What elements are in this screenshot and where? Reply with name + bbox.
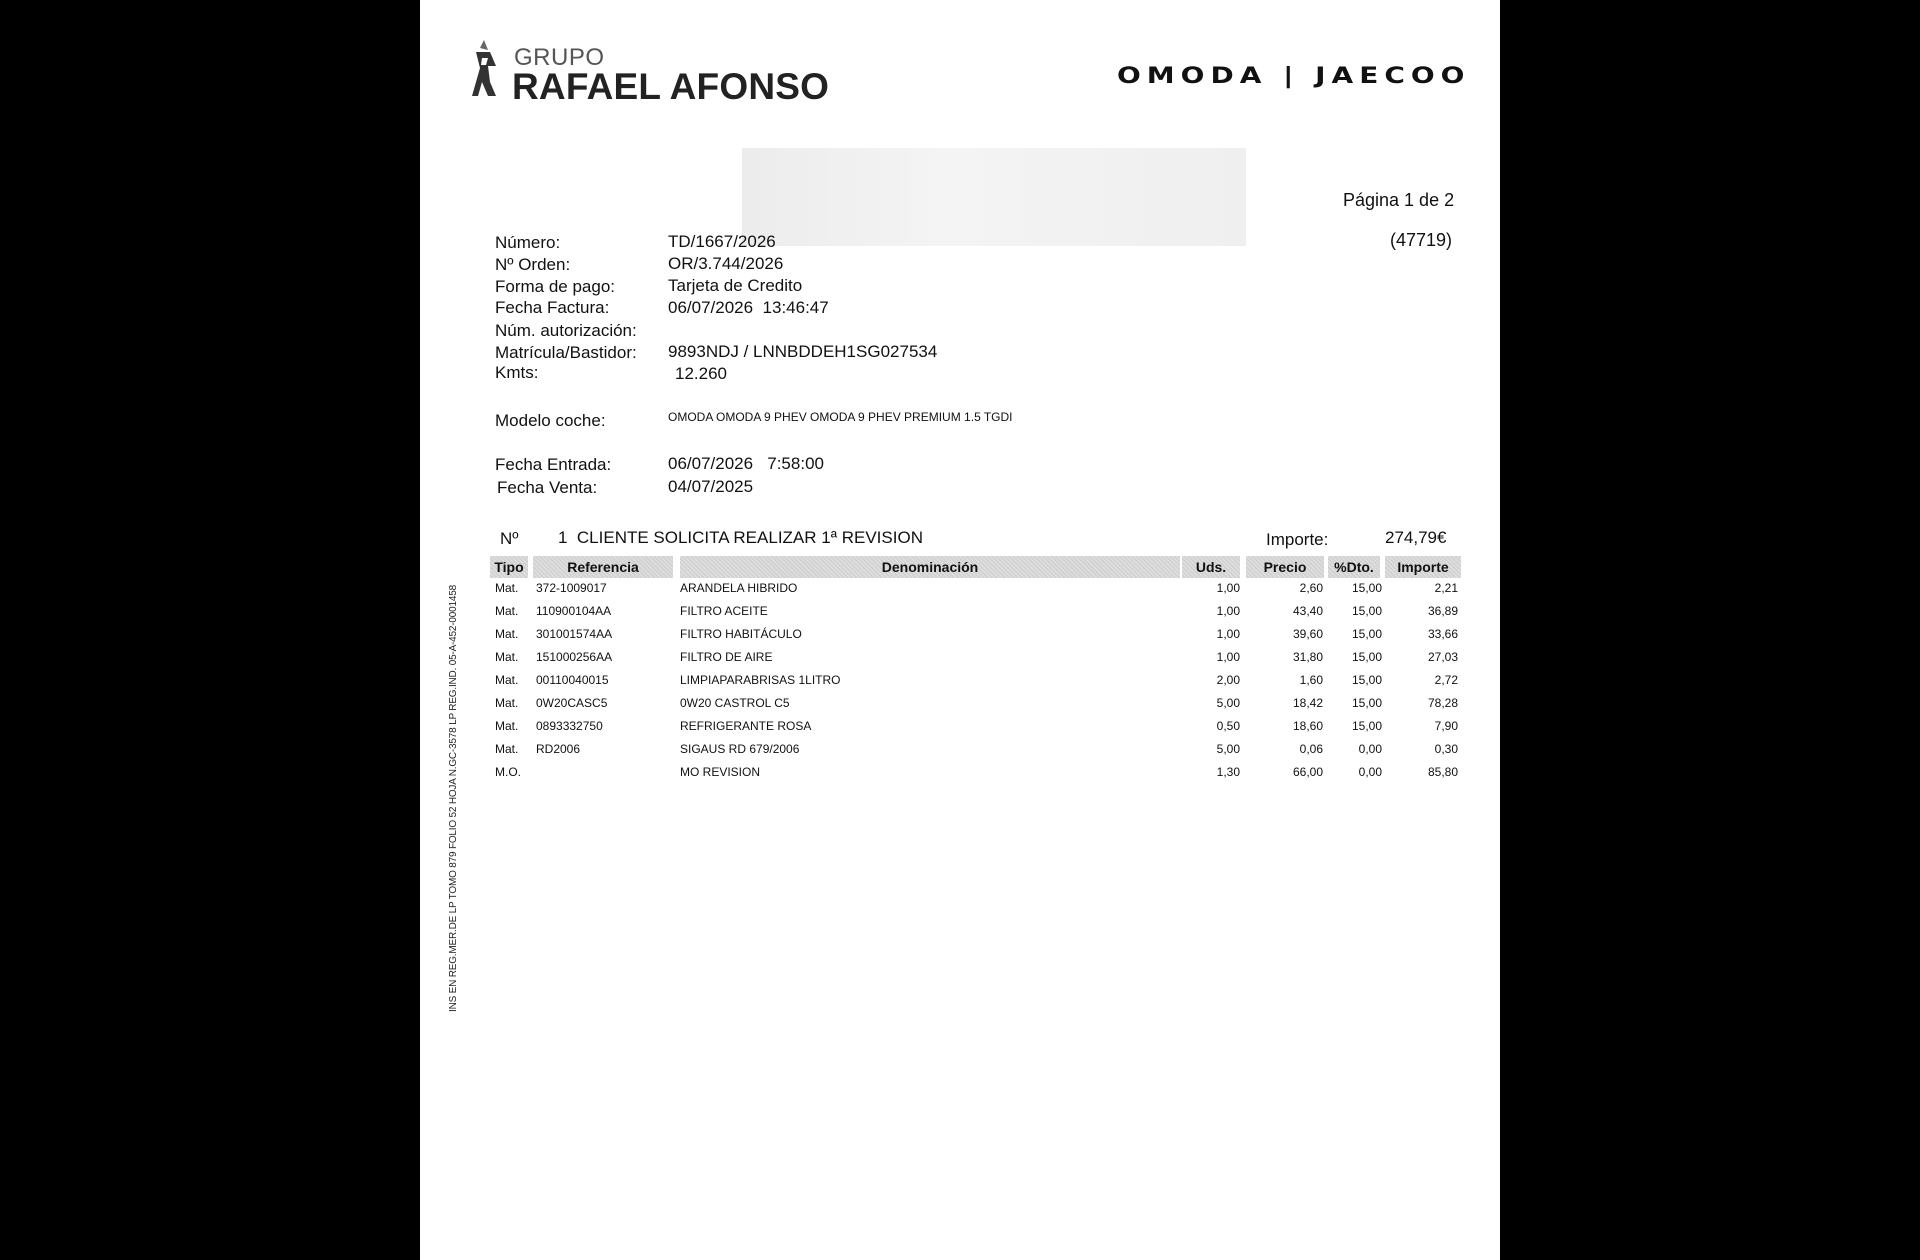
- cell-uds: 1,30: [1216, 765, 1240, 779]
- cell-dto: 15,00: [1351, 719, 1382, 733]
- cell-tipo: Mat.: [495, 650, 519, 664]
- table-row: [420, 604, 1500, 627]
- field-label-kmts: Kmts:: [495, 363, 539, 382]
- cell-dto: 15,00: [1351, 581, 1382, 595]
- field-value-kmts: 12.260: [675, 364, 727, 383]
- cell-dto: 0,00: [1358, 765, 1382, 779]
- cell-uds: 2,00: [1216, 673, 1240, 687]
- cell-tipo: Mat.: [495, 696, 519, 710]
- cell-dto: 0,00: [1358, 742, 1382, 756]
- fecha-venta-label: Fecha Venta:: [497, 478, 598, 497]
- table-row: [420, 673, 1500, 696]
- logo-grupo-text: GRUPO: [514, 44, 605, 71]
- table-row: [420, 765, 1500, 788]
- cell-denominacion: FILTRO DE AIRE: [680, 650, 773, 664]
- cell-denominacion: SIGAUS RD 679/2006: [680, 742, 800, 756]
- table-row: [420, 719, 1500, 742]
- importe-label: Importe:: [1266, 530, 1329, 549]
- cell-importe: 27,03: [1427, 650, 1458, 664]
- cell-importe: 85,80: [1427, 765, 1458, 779]
- field-label-numero: Número:: [495, 233, 561, 252]
- cell-referencia: 0893332750: [536, 719, 603, 733]
- cell-denominacion: REFRIGERANTE ROSA: [680, 719, 812, 733]
- cell-dto: 15,00: [1351, 673, 1382, 687]
- logo-company-name: RAFAEL AFONSO: [512, 66, 830, 107]
- cell-dto: 15,00: [1351, 627, 1382, 641]
- cell-denominacion: FILTRO ACEITE: [680, 604, 768, 618]
- invoice-page: [420, 0, 1500, 1260]
- cell-tipo: Mat.: [495, 604, 519, 618]
- cell-referencia: 301001574AA: [536, 627, 613, 641]
- cell-precio: 0,06: [1299, 742, 1323, 756]
- cell-tipo: Mat.: [495, 719, 519, 733]
- field-value-orden: OR/3.744/2026: [668, 254, 784, 273]
- field-label-matricula: Matrícula/Bastidor:: [495, 343, 637, 362]
- field-label-autorizacion: Núm. autorización:: [495, 321, 637, 340]
- col-header-referencia: Referencia: [533, 556, 673, 578]
- col-header-uds: Uds.: [1182, 556, 1240, 578]
- redacted-area: [742, 148, 1246, 246]
- table-row: [420, 696, 1500, 719]
- cell-referencia: RD2006: [536, 742, 581, 756]
- cell-denominacion: ARANDELA HIBRIDO: [680, 581, 798, 595]
- cell-importe: 36,89: [1427, 604, 1458, 618]
- cell-precio: 18,42: [1292, 696, 1323, 710]
- cell-precio: 66,00: [1292, 765, 1323, 779]
- section-no-label: Nº: [500, 529, 519, 548]
- field-value-numero: TD/1667/2026: [668, 232, 776, 251]
- cell-precio: 1,60: [1299, 673, 1323, 687]
- cell-uds: 5,00: [1216, 742, 1240, 756]
- cell-precio: 43,40: [1292, 604, 1323, 618]
- cell-referencia: 0W20CASC5: [536, 696, 608, 710]
- field-value-fecha-factura: 06/07/2026 13:46:47: [668, 298, 829, 317]
- fecha-venta-value: 04/07/2025: [668, 477, 754, 496]
- cell-denominacion: MO REVISION: [680, 765, 761, 779]
- cell-importe: 33,66: [1427, 627, 1458, 641]
- col-header-precio: Precio: [1246, 556, 1324, 578]
- cell-uds: 1,00: [1216, 650, 1240, 664]
- cell-tipo: M.O.: [495, 765, 521, 779]
- importe-total: 274,79€: [1385, 528, 1447, 547]
- cell-precio: 31,80: [1292, 650, 1323, 664]
- cell-denominacion: FILTRO HABITÁCULO: [680, 627, 802, 641]
- field-label-forma-pago: Forma de pago:: [495, 277, 616, 296]
- grupo-rafael-afonso-logo-icon: [470, 38, 500, 100]
- col-header-tipo: Tipo: [490, 556, 528, 578]
- cell-referencia: 110900104AA: [536, 604, 612, 618]
- cell-referencia: 00110040015: [536, 673, 609, 687]
- cell-denominacion: 0W20 CASTROL C5: [680, 696, 790, 710]
- cell-importe: 7,90: [1434, 719, 1458, 733]
- modelo-label: Modelo coche:: [495, 411, 606, 430]
- cell-uds: 0,50: [1216, 719, 1240, 733]
- cell-precio: 39,60: [1292, 627, 1323, 641]
- field-label-orden: Nº Orden:: [495, 255, 571, 274]
- cell-denominacion: LIMPIAPARABRISAS 1LITRO: [680, 673, 841, 687]
- cell-tipo: Mat.: [495, 627, 519, 641]
- cell-uds: 1,00: [1216, 581, 1240, 595]
- cell-dto: 15,00: [1351, 696, 1382, 710]
- document-code: (47719): [1390, 230, 1453, 250]
- cell-uds: 1,00: [1216, 604, 1240, 618]
- brand-logo-text: OMODA | JAECOO: [1117, 62, 1471, 89]
- col-header-denominacion: Denominación: [680, 556, 1180, 578]
- table-row: [420, 742, 1500, 765]
- cell-uds: 5,00: [1216, 696, 1240, 710]
- cell-uds: 1,00: [1216, 627, 1240, 641]
- col-header-importe: Importe: [1385, 556, 1461, 578]
- table-row: [420, 650, 1500, 673]
- cell-importe: 78,28: [1427, 696, 1458, 710]
- cell-importe: 0,30: [1434, 742, 1458, 756]
- cell-tipo: Mat.: [495, 673, 519, 687]
- cell-tipo: Mat.: [495, 581, 519, 595]
- table-row: [420, 581, 1500, 604]
- cell-dto: 15,00: [1351, 604, 1382, 618]
- field-value-forma-pago: Tarjeta de Credito: [668, 276, 803, 295]
- cell-referencia: 372-1009017: [536, 581, 607, 595]
- cell-precio: 18,60: [1292, 719, 1323, 733]
- cell-dto: 15,00: [1351, 650, 1382, 664]
- col-header-dto: %Dto.: [1328, 556, 1380, 578]
- table-row: [420, 627, 1500, 650]
- fecha-entrada-label: Fecha Entrada:: [495, 455, 612, 474]
- registry-side-note: INS EN REG.MER.DE LP TOMO 879 FOLIO 52 HOJA N.GC-3578 LP REG.IND. 05-A-452-0001458: [448, 585, 459, 1012]
- page-number: Página 1 de 2: [1343, 190, 1455, 210]
- cell-precio: 2,60: [1299, 581, 1323, 595]
- modelo-value: OMODA OMODA 9 PHEV OMODA 9 PHEV PREMIUM 1.5 TGDI: [668, 410, 1013, 424]
- section-title: 1 CLIENTE SOLICITA REALIZAR 1ª REVISION: [558, 528, 923, 547]
- cell-importe: 2,21: [1434, 581, 1458, 595]
- fecha-entrada-value: 06/07/2026 7:58:00: [668, 454, 824, 473]
- field-value-matricula: 9893NDJ / LNNBDDEH1SG027534: [668, 342, 938, 361]
- cell-tipo: Mat.: [495, 742, 519, 756]
- cell-referencia: 151000256AA: [536, 650, 613, 664]
- cell-importe: 2,72: [1434, 673, 1458, 687]
- field-label-fecha-factura: Fecha Factura:: [495, 298, 610, 317]
